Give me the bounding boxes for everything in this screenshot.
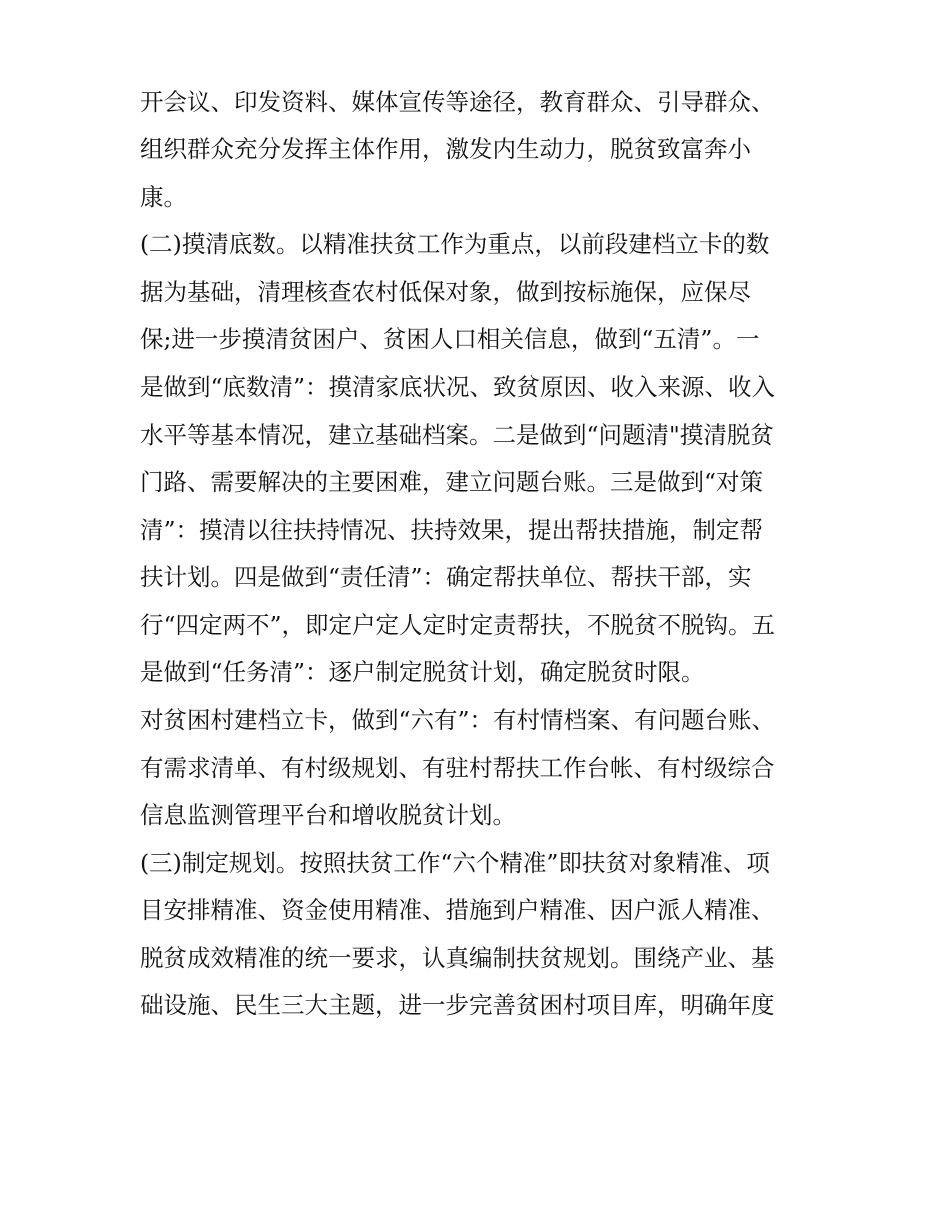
text-line: 信息监测管理平台和增收脱贫计划。	[140, 801, 516, 829]
text-line: 康。	[140, 183, 187, 211]
text-line: 开会议、印发资料、媒体宣传等途径，教育群众、引导群众、	[140, 88, 775, 116]
text-line: (三)制定规划。按照扶贫工作“六个精准”即扶贫对象精准、项	[140, 849, 770, 877]
text-line: 有需求清单、有村级规划、有驻村帮扶工作台帐、有村级综合	[140, 754, 775, 782]
text-line: 础设施、民生三大主题，进一步完善贫困村项目库，明确年度	[140, 991, 775, 1019]
text-line: 对贫困村建档立卡，做到“六有”：有村情档案、有问题台账、	[140, 706, 776, 734]
text-line: 是做到“底数清”：摸清家底状况、致贫原因、收入来源、收入	[140, 373, 776, 401]
text-line: 清”：摸清以往扶持情况、扶持效果，提出帮扶措施，制定帮	[140, 516, 764, 544]
text-line: 门路、需要解决的主要困难，建立问题台账。三是做到“对策	[140, 468, 764, 496]
text-line: 行“四定两不”，即定户定人定时定责帮扶，不脱贫不脱钩。五	[140, 611, 776, 639]
text-line: 据为基础，清理核查农村低保对象，做到按标施保，应保尽	[140, 278, 751, 306]
text-line: (二)摸清底数。以精准扶贫工作为重点，以前段建档立卡的数	[140, 230, 770, 258]
text-line: 扶计划。四是做到“责任清”：确定帮扶单位、帮扶干部，实	[140, 563, 752, 591]
text-line: 是做到“任务清”：逐户制定脱贫计划，确定脱贫时限。	[140, 658, 705, 686]
text-line: 脱贫成效精准的统一要求，认真编制扶贫规划。围绕产业、基	[140, 944, 775, 972]
text-line: 保;进一步摸清贫困户、贫困人口相关信息，做到“五清”。一	[140, 325, 760, 353]
text-line: 水平等基本情况，建立基础档案。二是做到“问题清"摸清脱贫	[140, 421, 774, 449]
text-line: 目安排精准、资金使用精准、措施到户精准、因户派人精准、	[140, 896, 775, 924]
text-line: 组织群众充分发挥主体作用，激发内生动力，脱贫致富奔小	[140, 135, 751, 163]
